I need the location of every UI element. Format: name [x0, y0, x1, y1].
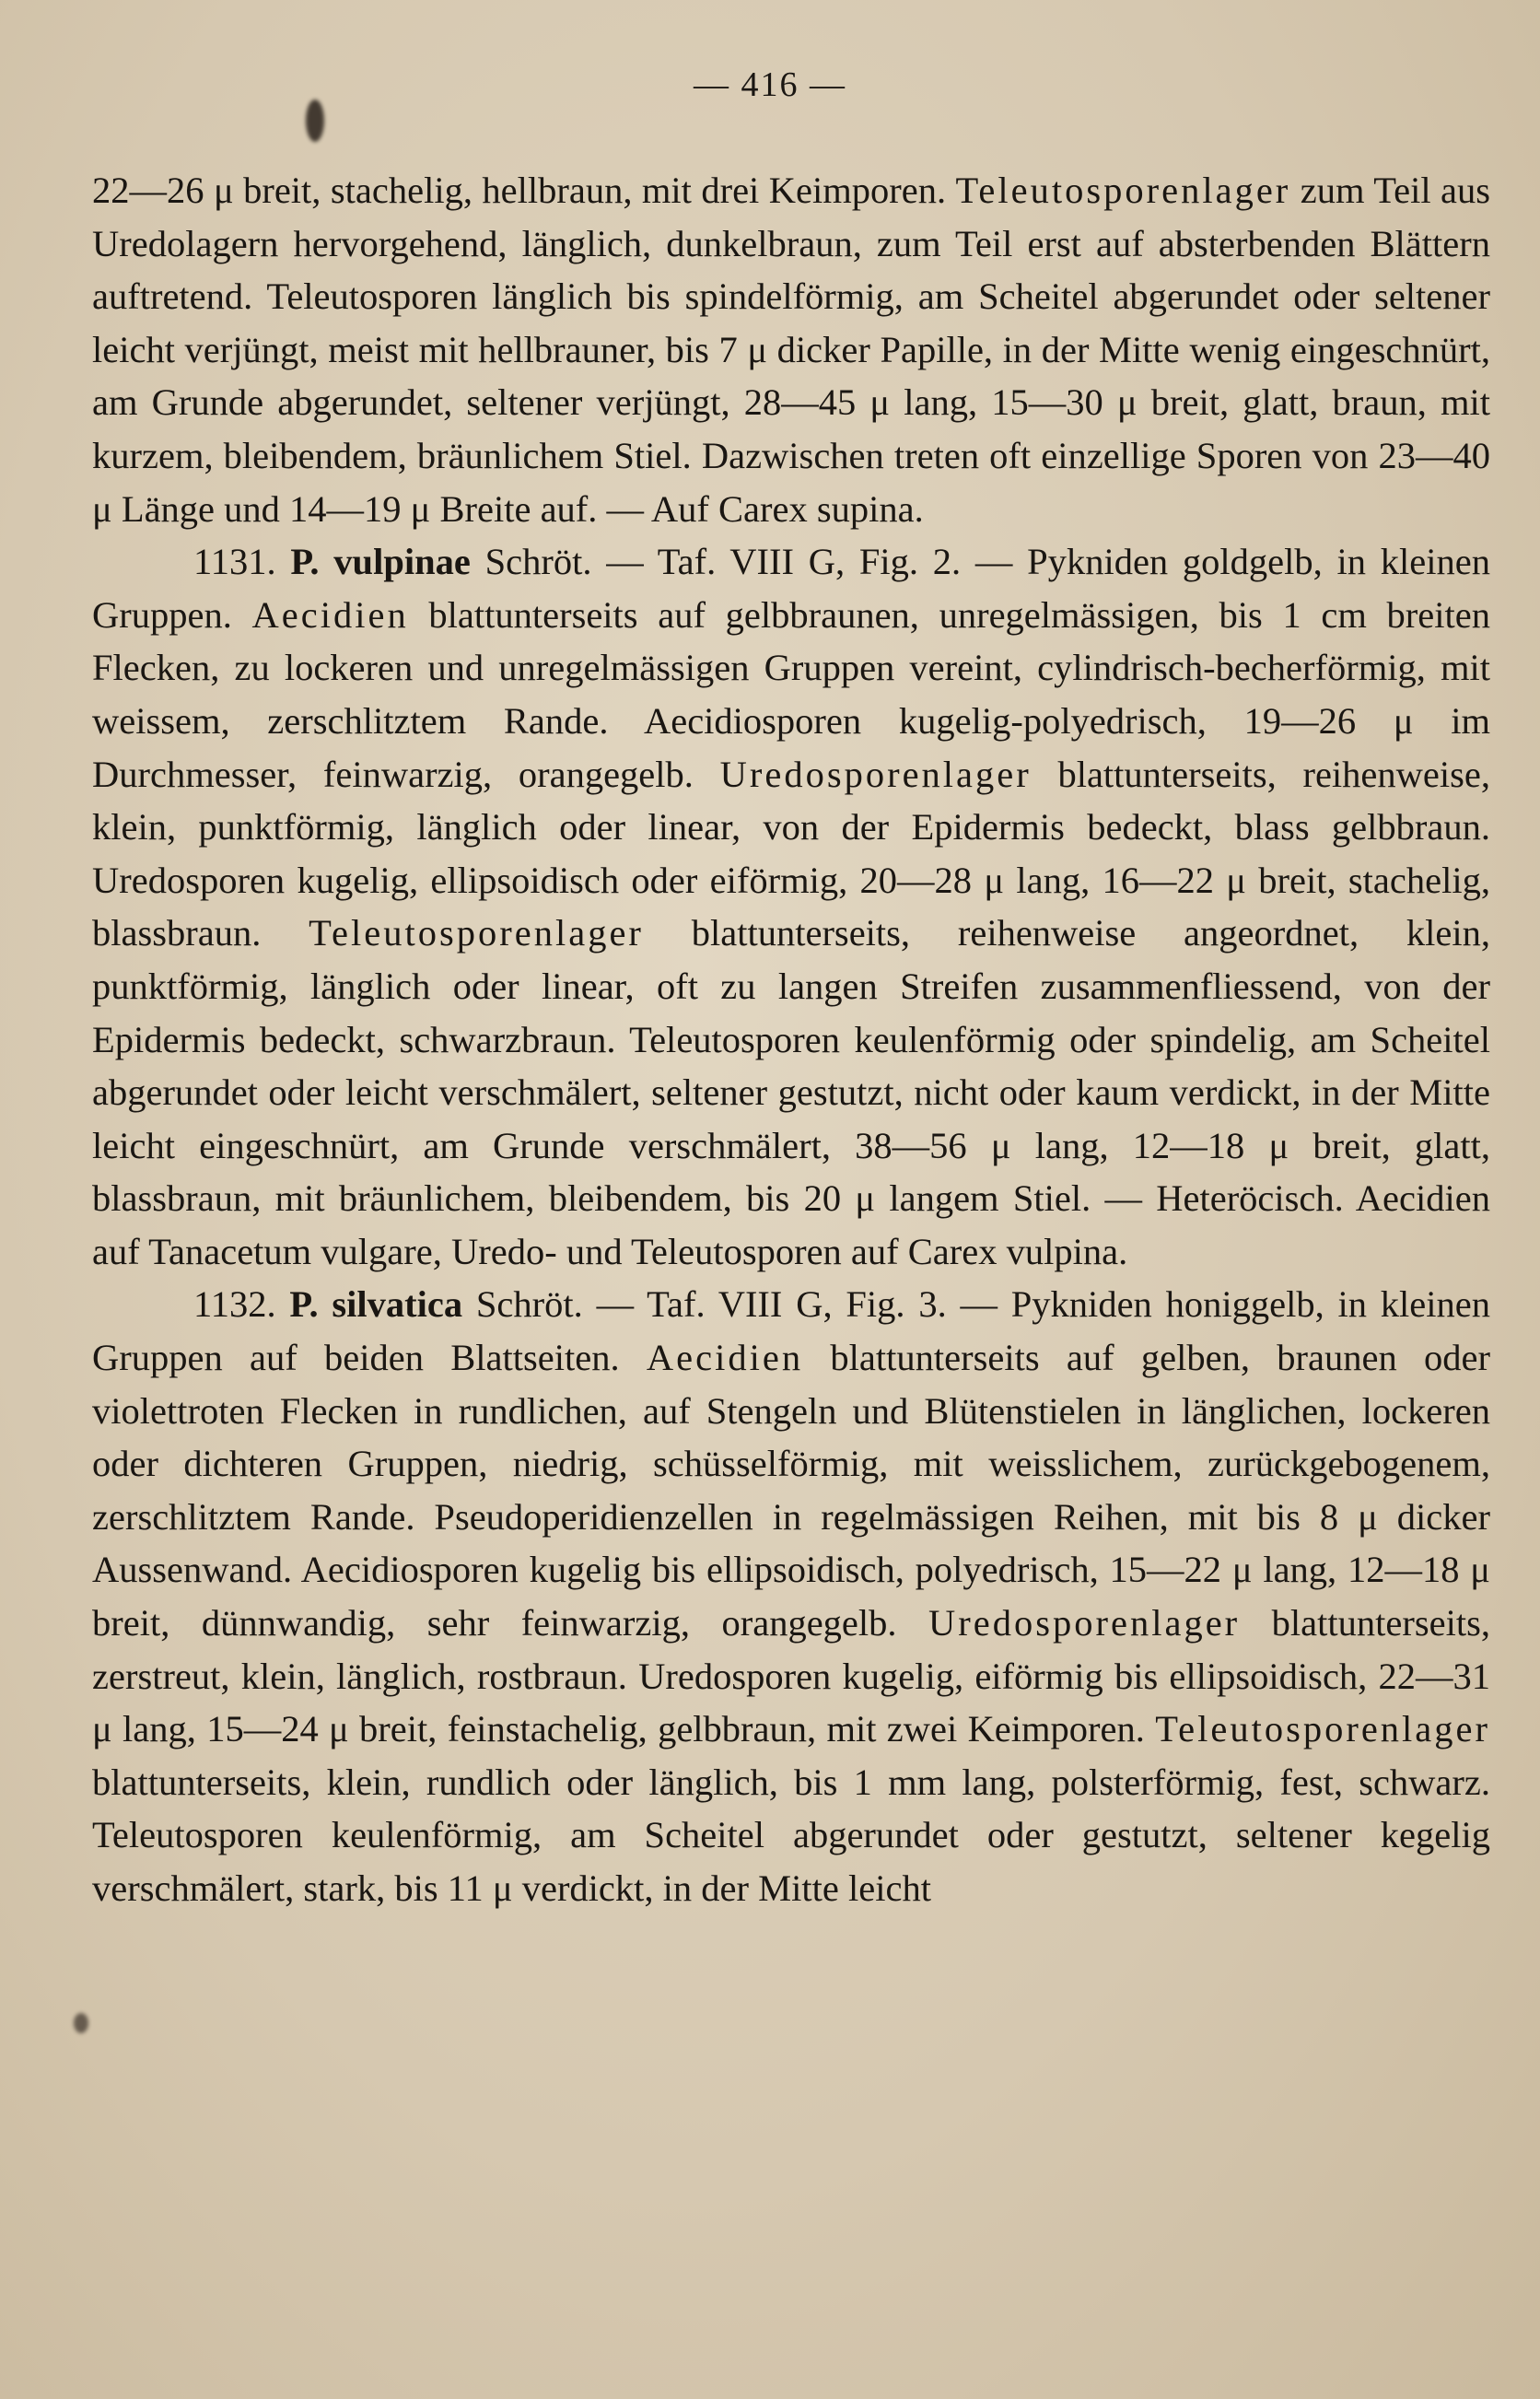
spaced-term: Aecidien	[646, 1337, 804, 1379]
spaced-term: Uredosporenlager	[928, 1602, 1241, 1644]
text-run: 1131.	[193, 541, 291, 583]
spaced-term: Teleutosporenlager	[309, 912, 644, 954]
text-run: blattunterseits, reihenweise, klein, punktförmig, länglich oder linear, von der Epidermis bedeckt, blass gelbbraun. Uredosporen kugelig, ellipsoidisch oder eiförmig, 20—28 μ lang, 16—22 μ breit, stachelig, blassbraun.	[92, 753, 1490, 954]
text-run: blattunterseits, zerstreut, klein, länglich, rostbraun. Uredosporen kugelig, eiförmig bis ellipsoidisch, 22—31 μ lang, 15—24 μ breit, feinstachelig, gelbbraun, mit zwei Keimporen.	[92, 1602, 1490, 1750]
species-name: P. silvatica	[289, 1283, 463, 1326]
text-run: zum Teil aus Uredolagern hervorgehend, länglich, dunkelbraun, zum Teil erst auf absterbenden Blättern auftretend. Teleutosporen länglich bis spindelförmig, am Scheitel abgerundet oder seltener leicht verjüngt, meist mit hellbrauner, bis 7 μ dicker Papille, in der Mitte wenig eingeschnürt, am Grunde abgerundet, seltener verjüngt, 28—45 μ lang, 15—30 μ breit, glatt, braun, mit kurzem, bleibendem, bräunlichem Stiel. Dazwischen treten oft einzellige Sporen von 23—40 μ Länge und 14—19 μ Breite auf. — Auf Carex supina.	[92, 170, 1491, 530]
paragraph-entry-1132	[92, 1278, 1490, 1914]
paragraph-continuation	[92, 164, 1490, 535]
text-run: Schröt. — Taf. VIII G, Fig. 3. — Pykniden honiggelb, in kleinen Gruppen auf beiden Blattseiten.	[92, 1283, 1490, 1379]
body-text	[92, 164, 1490, 1915]
page-number: — 416 —	[694, 65, 846, 104]
text-run: blattunterseits, klein, rundlich oder länglich, bis 1 mm lang, polsterförmig, fest, schwarz. Teleutosporen keulenförmig, am Scheitel abgerundet oder gestutzt, seltener kegelig verschmälert, stark, bis 11 μ verdickt, in der Mitte leicht	[92, 1761, 1490, 1909]
spaced-term: Uredosporenlager	[719, 753, 1032, 795]
text-run: blattunterseits auf gelben, braunen oder violettroten Flecken in rundlichen, auf Stengeln und Blütenstielen in länglichen, lockeren oder dichteren Gruppen, niedrig, schüsselförmig, mit weisslichem, zurückgebogenem, zerschlitztem Rande. Pseudoperidienzellen in regelmässigen Reihen, mit bis 8 μ dicker Aussenwand. Aecidiosporen kugelig bis ellipsoidisch, polyedrisch, 15—22 μ lang, 12—18 μ breit, dünnwandig, sehr feinwarzig, orangegelb.	[92, 1337, 1490, 1644]
text-run: 1132.	[193, 1283, 290, 1326]
text-run: Schröt. — Taf. VIII G, Fig. 2. — Pykniden goldgelb, in kleinen Gruppen.	[92, 541, 1491, 636]
text-run: 22—26 μ breit, stachelig, hellbraun, mit drei Keimporen.	[92, 170, 956, 211]
ink-stain	[74, 2013, 88, 2033]
spaced-term: Teleutosporenlager	[1155, 1708, 1490, 1750]
spaced-term: Aecidien	[251, 593, 409, 636]
text-run: blattunterseits auf gelbbraunen, unregelmässigen, bis 1 cm breiten Flecken, zu lockeren und unregelmässigen Gruppen vereint, cylindrisch-becherförmig, mit weissem, zerschlitztem Rande. Aecidiosporen kugelig-polyedrisch, 19—26 μ im Durchmesser, feinwarzig, orangegelb.	[92, 593, 1490, 795]
paragraph-entry-1131	[92, 535, 1490, 1278]
spaced-term: Teleutosporenlager	[955, 170, 1291, 211]
species-name: P. vulpinae	[290, 541, 471, 583]
text-run: blattunterseits, reihenweise angeordnet, klein, punktförmig, länglich oder linear, oft zu langen Streifen zusammenfliessend, von der Epidermis bedeckt, schwarzbraun. Teleutosporen keulenförmig oder spindelig, am Scheitel abgerundet oder leicht verschmälert, seltener gestutzt, nicht oder kaum verdickt, in der Mitte leicht eingeschnürt, am Grunde verschmälert, 38—56 μ lang, 12—18 μ breit, glatt, blassbraun, mit bräunlichem, bleibendem, bis 20 μ langem Stiel. — Heteröcisch. Aecidien auf Tanacetum vulgare, Uredo- und Teleutosporen auf Carex vulpina.	[92, 912, 1490, 1272]
ink-stain	[306, 99, 324, 142]
